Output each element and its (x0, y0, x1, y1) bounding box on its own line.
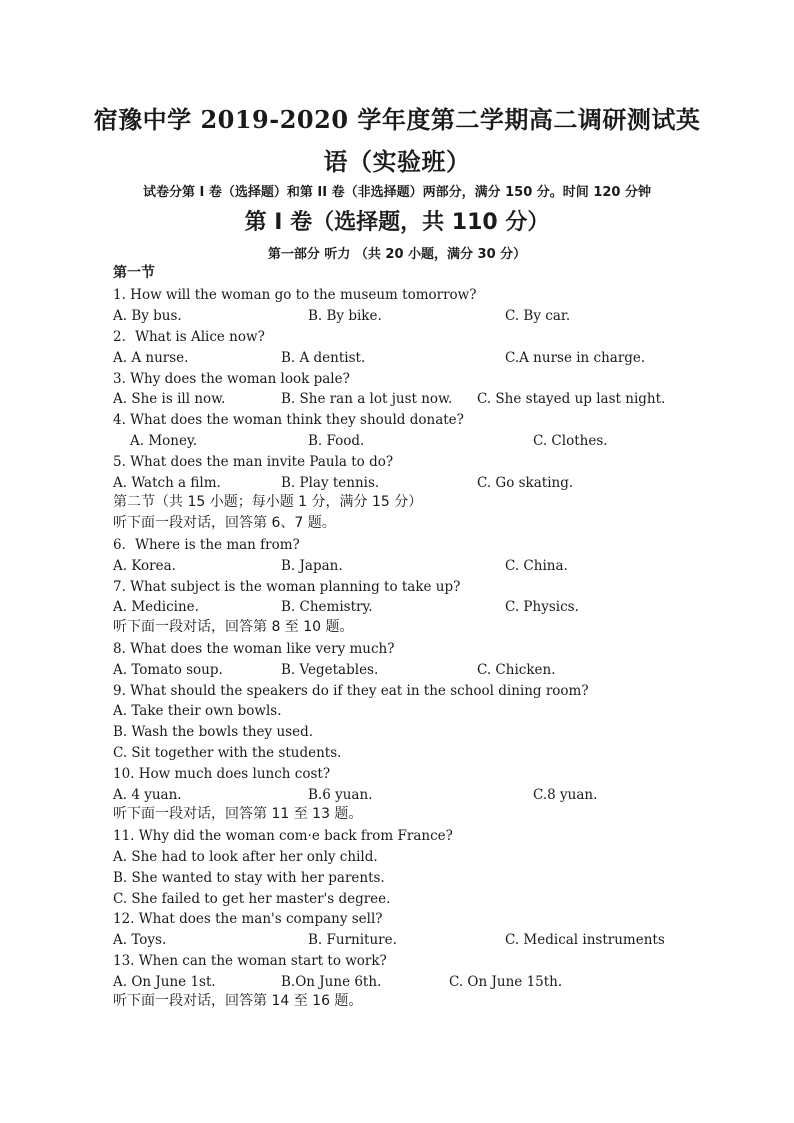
q5-option-b: B. Play tennis. (281, 475, 380, 491)
q10-option-b: B.6 yuan. (308, 787, 373, 803)
q8-option-a: A. Tomato soup. (113, 662, 223, 678)
question-1: 1. How will the woman go to the museum tomorrow? (113, 287, 477, 303)
q12-option-b: B. Furniture. (308, 932, 397, 948)
q2-option-c: C.A nurse in charge. (505, 350, 646, 366)
section-note: 第一部分 听力 （共 20 小题，满分 30 分） (267, 247, 527, 262)
q5-option-c: C. Go skating. (477, 475, 574, 491)
q10-option-c: C.8 yuan. (533, 787, 598, 803)
section1-label: 第一节 (113, 265, 155, 281)
q7-option-a: A. Medicine. (113, 599, 199, 615)
q2-option-b: B. A dentist. (281, 350, 366, 366)
q9-option-b: B. Wash the bowls they used. (113, 724, 314, 740)
q11-option-a: A. She had to look after her only child. (113, 849, 378, 865)
instruction-8-10: 听下面一段对话，回答第 8 至 10 题。 (113, 619, 354, 635)
question-7: 7. What subject is the woman planning to take up? (113, 579, 461, 595)
part-title: 第 I 卷（选择题，共 110 分） (244, 210, 550, 235)
q3-option-c: C. She stayed up last night. (477, 391, 666, 407)
question-10: 10. How much does lunch cost? (113, 766, 331, 782)
question-8: 8. What does the woman like very much? (113, 641, 395, 657)
q12-option-a: A. Toys. (113, 932, 167, 948)
question-3: 3. Why does the woman look pale? (113, 371, 350, 387)
q2-option-a: A. A nurse. (113, 350, 189, 366)
section2-label: 第二节（共 15 小题；每小题 1 分，满分 15 分） (113, 494, 423, 510)
q11-option-c: C. She failed to get her master's degree. (113, 891, 391, 907)
q5-option-a: A. Watch a film. (113, 475, 221, 491)
q6-option-c: C. China. (505, 558, 568, 574)
instruction-6-7: 听下面一段对话，回答第 6、7 题。 (113, 515, 336, 531)
q9-option-a: A. Take their own bowls. (113, 703, 282, 719)
instruction-11-13: 听下面一段对话，回答第 11 至 13 题。 (113, 806, 363, 822)
question-6: 6．Where is the man from? (113, 537, 300, 553)
question-12: 12. What does the man's company sell? (113, 911, 383, 927)
q7-option-b: B. Chemistry. (281, 599, 373, 615)
question-11: 11. Why did the woman com·e back from France? (113, 828, 453, 844)
q4-option-c: C. Clothes. (533, 433, 608, 449)
exam-subtitle: 试卷分第 I 卷（选择题）和第 II 卷（非选择题）两部分，满分 150 分。时间 120 分钟 (143, 185, 651, 200)
q6-option-a: A. Korea. (113, 558, 176, 574)
q4-option-b: B. Food. (308, 433, 365, 449)
q1-option-a: A. By bus. (113, 308, 182, 324)
q3-option-a: A. She is ill now. (113, 391, 226, 407)
q7-option-c: C. Physics. (505, 599, 579, 615)
q13-option-b: B.On June 6th. (281, 974, 382, 990)
q1-option-b: B. By bike. (308, 308, 382, 324)
question-13: 13. When can the woman start to work? (113, 953, 387, 969)
question-5: 5. What does the man invite Paula to do? (113, 454, 394, 470)
q1-option-c: C. By car. (505, 308, 571, 324)
exam-title-line2: 语（实验班） (323, 147, 471, 176)
question-9: 9. What should the speakers do if they eat in the school dining room? (113, 683, 589, 699)
q11-option-b: B. She wanted to stay with her parents. (113, 870, 385, 886)
q3-option-b: B. She ran a lot just now. (281, 391, 453, 407)
q12-option-c: C. Medical instruments (505, 932, 665, 948)
q4-option-a: A. Money. (130, 433, 198, 449)
question-2: 2．What is Alice now? (113, 329, 265, 345)
q8-option-c: C. Chicken. (477, 662, 556, 678)
q8-option-b: B. Vegetables. (281, 662, 379, 678)
instruction-14-16: 听下面一段对话，回答第 14 至 16 题。 (113, 993, 363, 1009)
exam-title-line1: 宿豫中学 2019-2020 学年度第二学期高二调研测试英 (93, 105, 701, 134)
q10-option-a: A. 4 yuan. (113, 787, 182, 803)
question-4: 4. What does the woman think they should donate? (113, 412, 464, 428)
q13-option-c: C. On June 15th. (449, 974, 563, 990)
q6-option-b: B. Japan. (281, 558, 343, 574)
q9-option-c: C. Sit together with the students. (113, 745, 342, 761)
q13-option-a: A. On June 1st. (113, 974, 216, 990)
